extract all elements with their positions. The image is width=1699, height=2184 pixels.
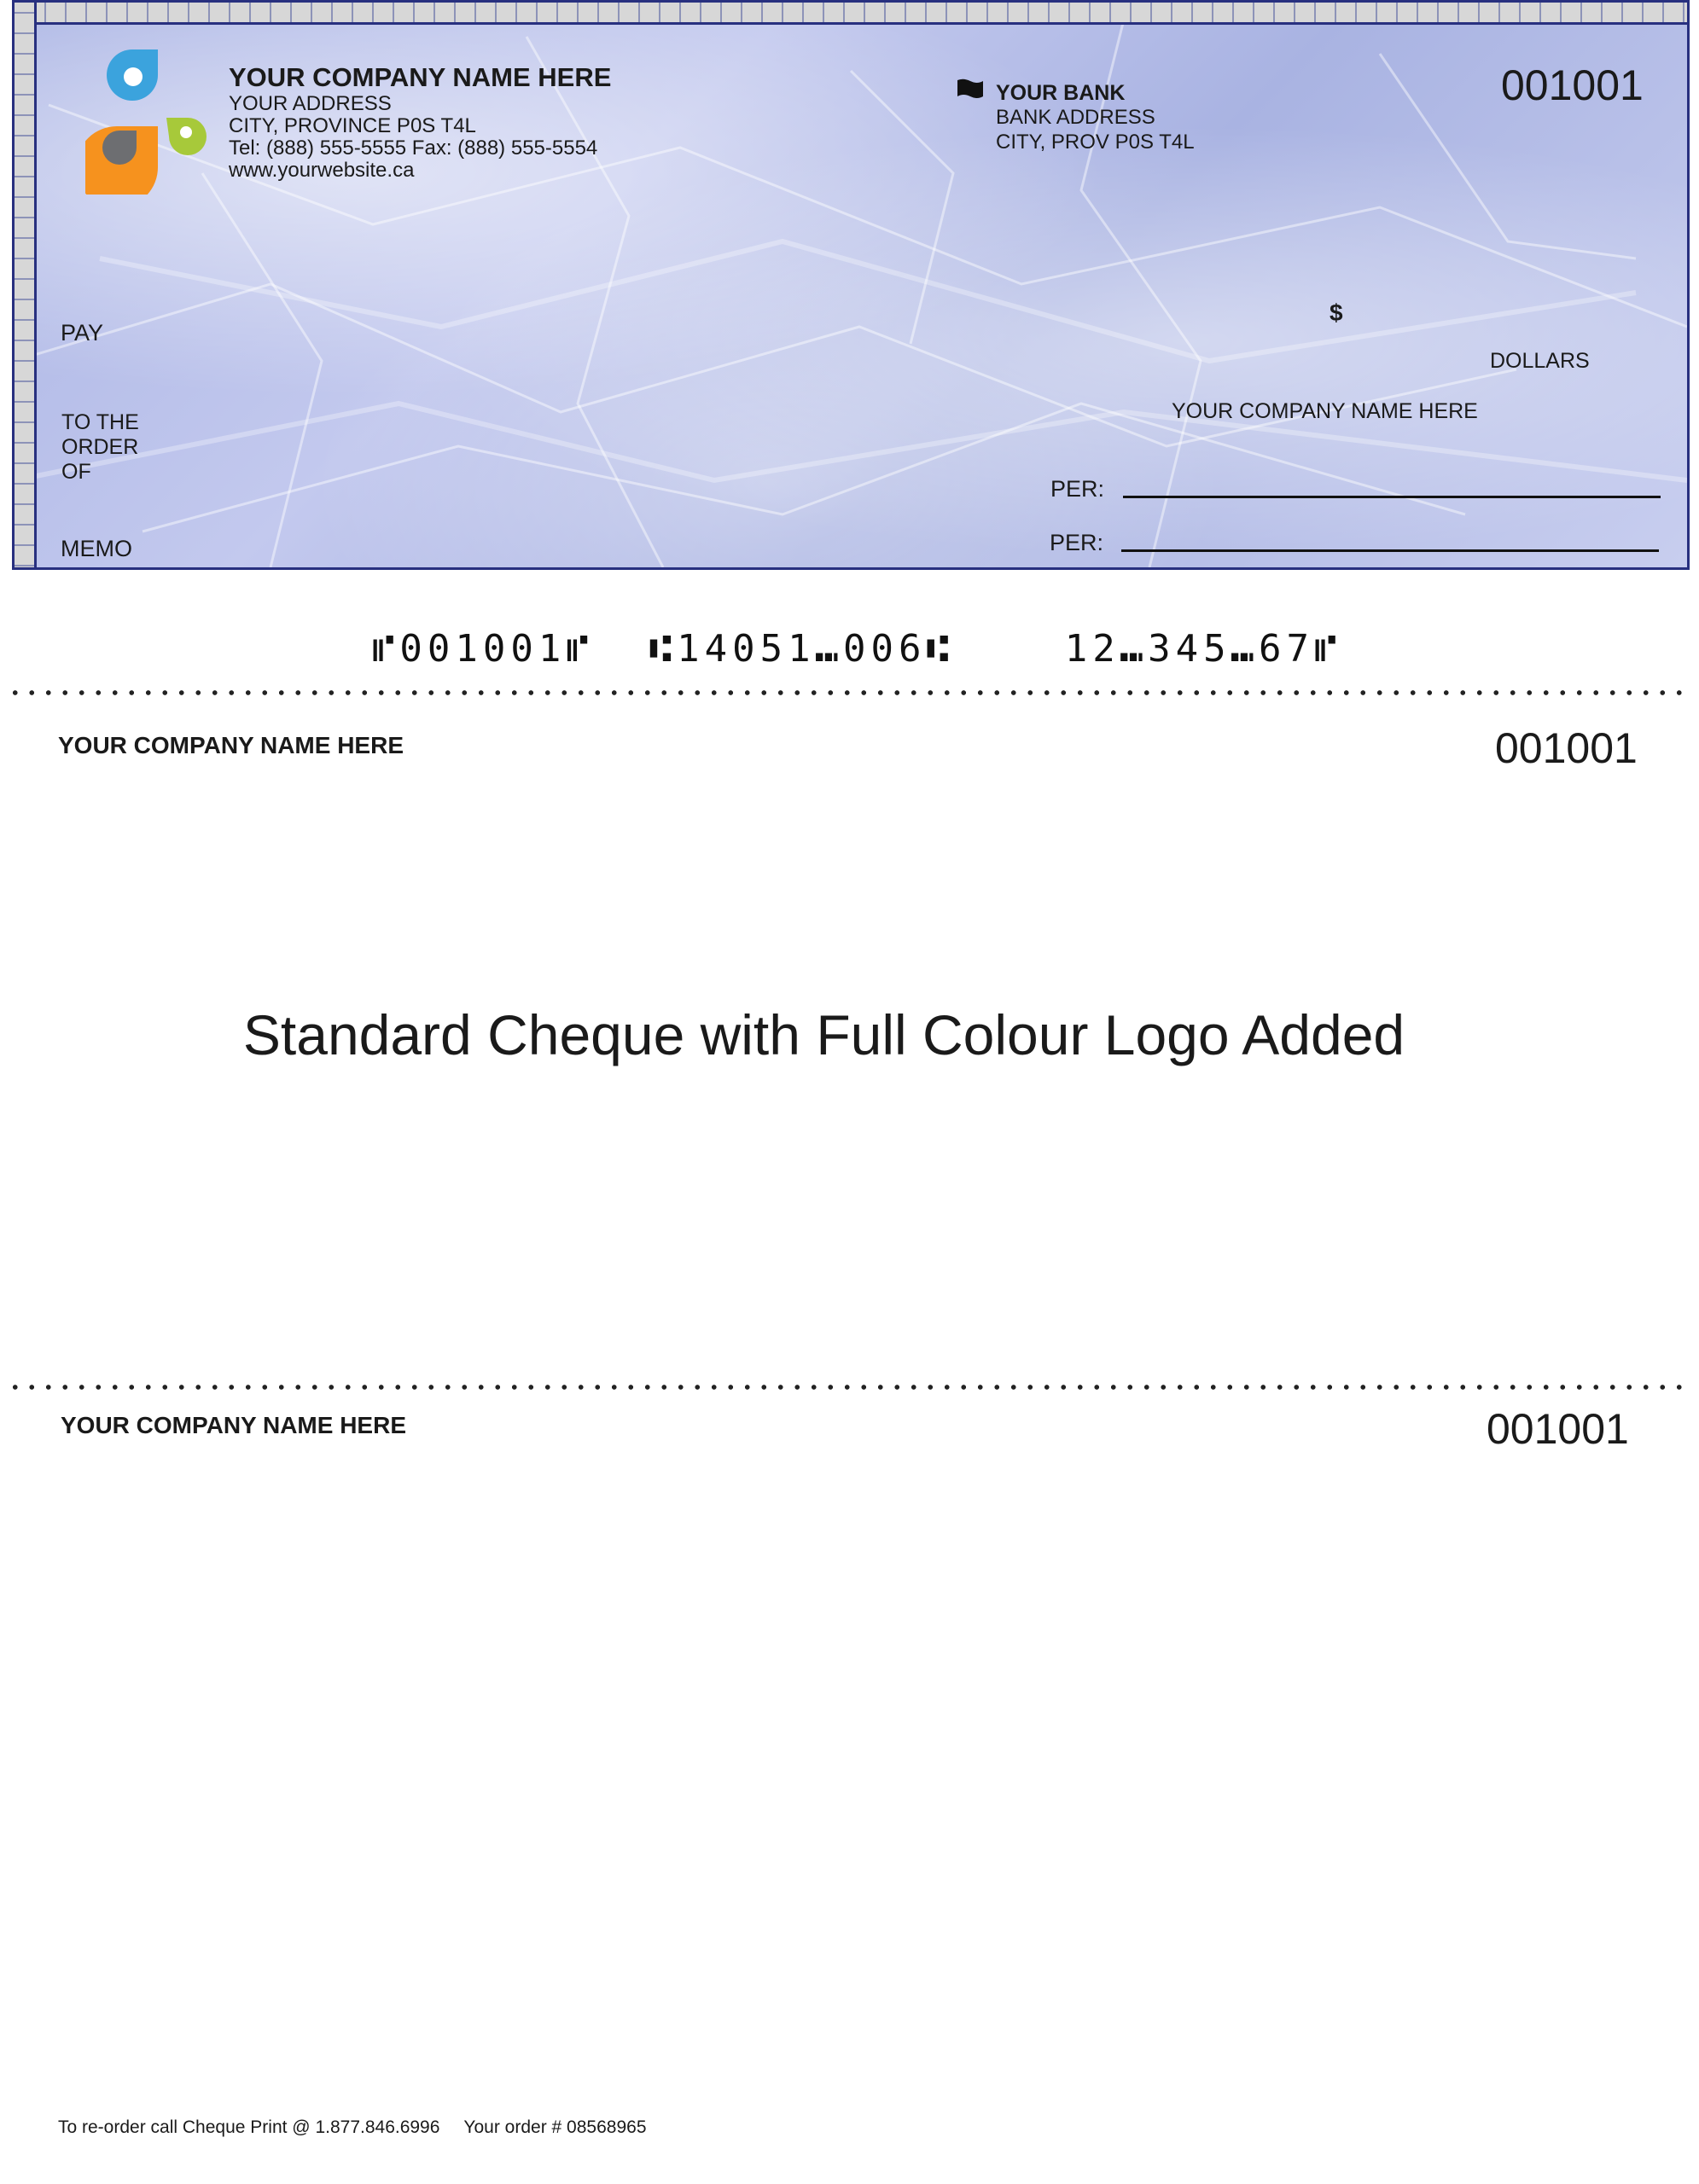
reorder-text: To re-order call Cheque Print @ 1.877.846.6996 (58, 2117, 440, 2137)
company-website: www.yourwebsite.ca (229, 159, 415, 182)
bank-flag-icon (957, 78, 984, 100)
perforation-line (7, 690, 1692, 695)
cheque-border-left (15, 3, 37, 567)
signer-company-name: YOUR COMPANY NAME HERE (1172, 399, 1478, 423)
product-caption (0, 1002, 1699, 1067)
per-label-1: PER: (1050, 476, 1105, 502)
company-address: YOUR ADDRESS (229, 92, 392, 115)
company-city: CITY, PROVINCE P0S T4L (229, 114, 476, 137)
bank-address: BANK ADDRESS (996, 106, 1155, 129)
stub1-cheque-number: 001001 (1495, 724, 1638, 772)
bank-name: YOUR BANK (996, 81, 1126, 105)
cheque-border-top (15, 3, 1687, 25)
signature-line-2[interactable] (1121, 549, 1659, 552)
dollar-sign: $ (1330, 299, 1343, 326)
caption-text: Standard Cheque with Full Colour Logo Added (242, 1003, 1405, 1066)
bank-city: CITY, PROV P0S T4L (996, 131, 1195, 154)
company-name: YOUR COMPANY NAME HERE (229, 62, 612, 92)
footer (58, 2117, 647, 2138)
stub1-company-name: YOUR COMPANY NAME HERE (58, 732, 404, 758)
dollars-label: DOLLARS (1490, 349, 1590, 373)
company-logo (85, 49, 222, 195)
to-order-line: TO THE (61, 410, 139, 434)
per-label-2: PER: (1050, 530, 1104, 555)
signature-line-1[interactable] (1123, 496, 1661, 498)
perforation-line (7, 1385, 1692, 1390)
to-order-line: ORDER (61, 435, 139, 459)
cheque (12, 0, 1690, 570)
memo-label: MEMO (61, 536, 132, 561)
pay-label: PAY (61, 320, 104, 346)
to-the-order-of-label (61, 410, 139, 485)
micr-line: ⑈001001⑈ ⑆14051⑉006⑆ 12⑉345⑉67⑈ (372, 627, 1342, 671)
cheque-number: 001001 (1501, 61, 1644, 109)
order-number: Your order # 08568965 (463, 2117, 647, 2137)
stub2-company-name: YOUR COMPANY NAME HERE (61, 1412, 407, 1438)
stub2-cheque-number: 001001 (1487, 1405, 1629, 1453)
to-order-line: OF (61, 460, 91, 484)
company-contact: Tel: (888) 555-5555 Fax: (888) 555-5554 (229, 136, 598, 160)
